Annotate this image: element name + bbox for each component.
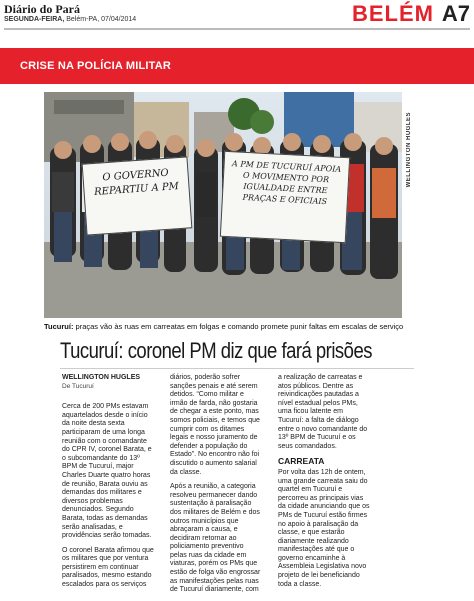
page-number: A7: [441, 1, 470, 26]
issue-place-date: Belém-PA, 07/04/2014: [66, 16, 137, 23]
caption-text: praças vão às ruas em carreatas em folgas e comando promete punir faltas em escalas de serviço: [75, 322, 404, 331]
section-title: BELÉM: [352, 1, 434, 26]
paragraph: a realização de carreatas e atos públicos. Dentre as reivindicações pautadas a nível estadual pelos PMs, uma ficou latente em Tucuruí: a falta de diálogo entre o novo comandante do 13º BPM de Tucuruí e os seus comandados.: [278, 374, 368, 450]
masthead: [0, 0, 474, 32]
protest-sign-right: A PM DE TUCURUÍ APOIA O MOVIMENTO POR IGUALDADE ENTRE PRAÇAS E OFICIAIS: [220, 151, 350, 243]
protest-photo: [44, 92, 402, 318]
article-headline: Tucuruí: coronel PM diz que fará prisões: [60, 338, 372, 363]
photo-caption: [44, 322, 444, 331]
paragraph: diários, poderão sofrer sanções penais e até serem detidos. “Como militar e irmão de farda, não gostaria de chegar a este ponto, mas somos policiais, e temos que cumprir com os ditames legais e nosso juramento de defender a população do Estado”. No encontro não foi discutido o aumento salarial da classe.: [170, 374, 260, 476]
issue-date: [4, 16, 136, 23]
paragraph: Cerca de 200 PMs estavam aquartelados desde o início da noite desta sexta participaram de uma longa reunião com o comandante do CPR IV, coronel Barata, e o subcomandante do 13º BPM de Tucuruí, major Charles Duarte quatro horas de reunião, Barata ouviu as demandas dos militares e diversos problemas denunciados. Segundo Barata, todas as demandas serão analisadas, e providências serão tomadas.: [62, 403, 152, 540]
paragraph: O coronel Barata afirmou que os militares que por ventura persistirem em continuar paralisados, mesmo estando escalados para os serviços: [62, 546, 154, 589]
photo-credit: WELLINGTON HUGLES: [406, 112, 412, 188]
newspaper-brand: Diário do Pará: [4, 2, 80, 16]
article-kicker: CRISE NA POLÍCIA MILITAR: [20, 60, 172, 72]
paragraph: Por volta das 12h de ontem, uma grande carreata saiu do quartel em Tucuruí e percorreu as principais vias da cidade anunciando que os PMs de Tucuruí estão firmes no apoio à paralisação da classe, e que estarão diariamente realizando manifestações até que o governo encaminhe à Assembleia Legislativa novo projeto de lei beneficiando toda a classe.: [278, 468, 370, 588]
paragraph: Após a reunião, a categoria resolveu permanecer dando sustentação à paralisação dos militares de Belém e dos outros municípios que abraçaram a causa, e decidiram retornar ao policiamento preventivo pelas ruas da cidade em viaturas, porém os PMs que estão de folga vão engrossar as manifestações pelas ruas de Tucuruí diariamente, com: [170, 483, 261, 594]
byline-author: WELLINGTON HUGLES: [62, 374, 141, 381]
article-column-3: [278, 374, 370, 595]
byline-place: De Tucuruí: [62, 382, 94, 390]
caption-place: Tucuruí:: [44, 322, 74, 331]
article-column-2: [170, 374, 262, 601]
article-column-1: [62, 374, 154, 596]
masthead-divider: [4, 28, 470, 30]
protest-sign-left: O GOVERNO REPARTIU A PM: [82, 156, 193, 235]
section-subhead: CARREATA: [278, 456, 325, 467]
headline-divider: [60, 368, 414, 369]
issue-weekday: SEGUNDA-FEIRA,: [4, 16, 65, 23]
